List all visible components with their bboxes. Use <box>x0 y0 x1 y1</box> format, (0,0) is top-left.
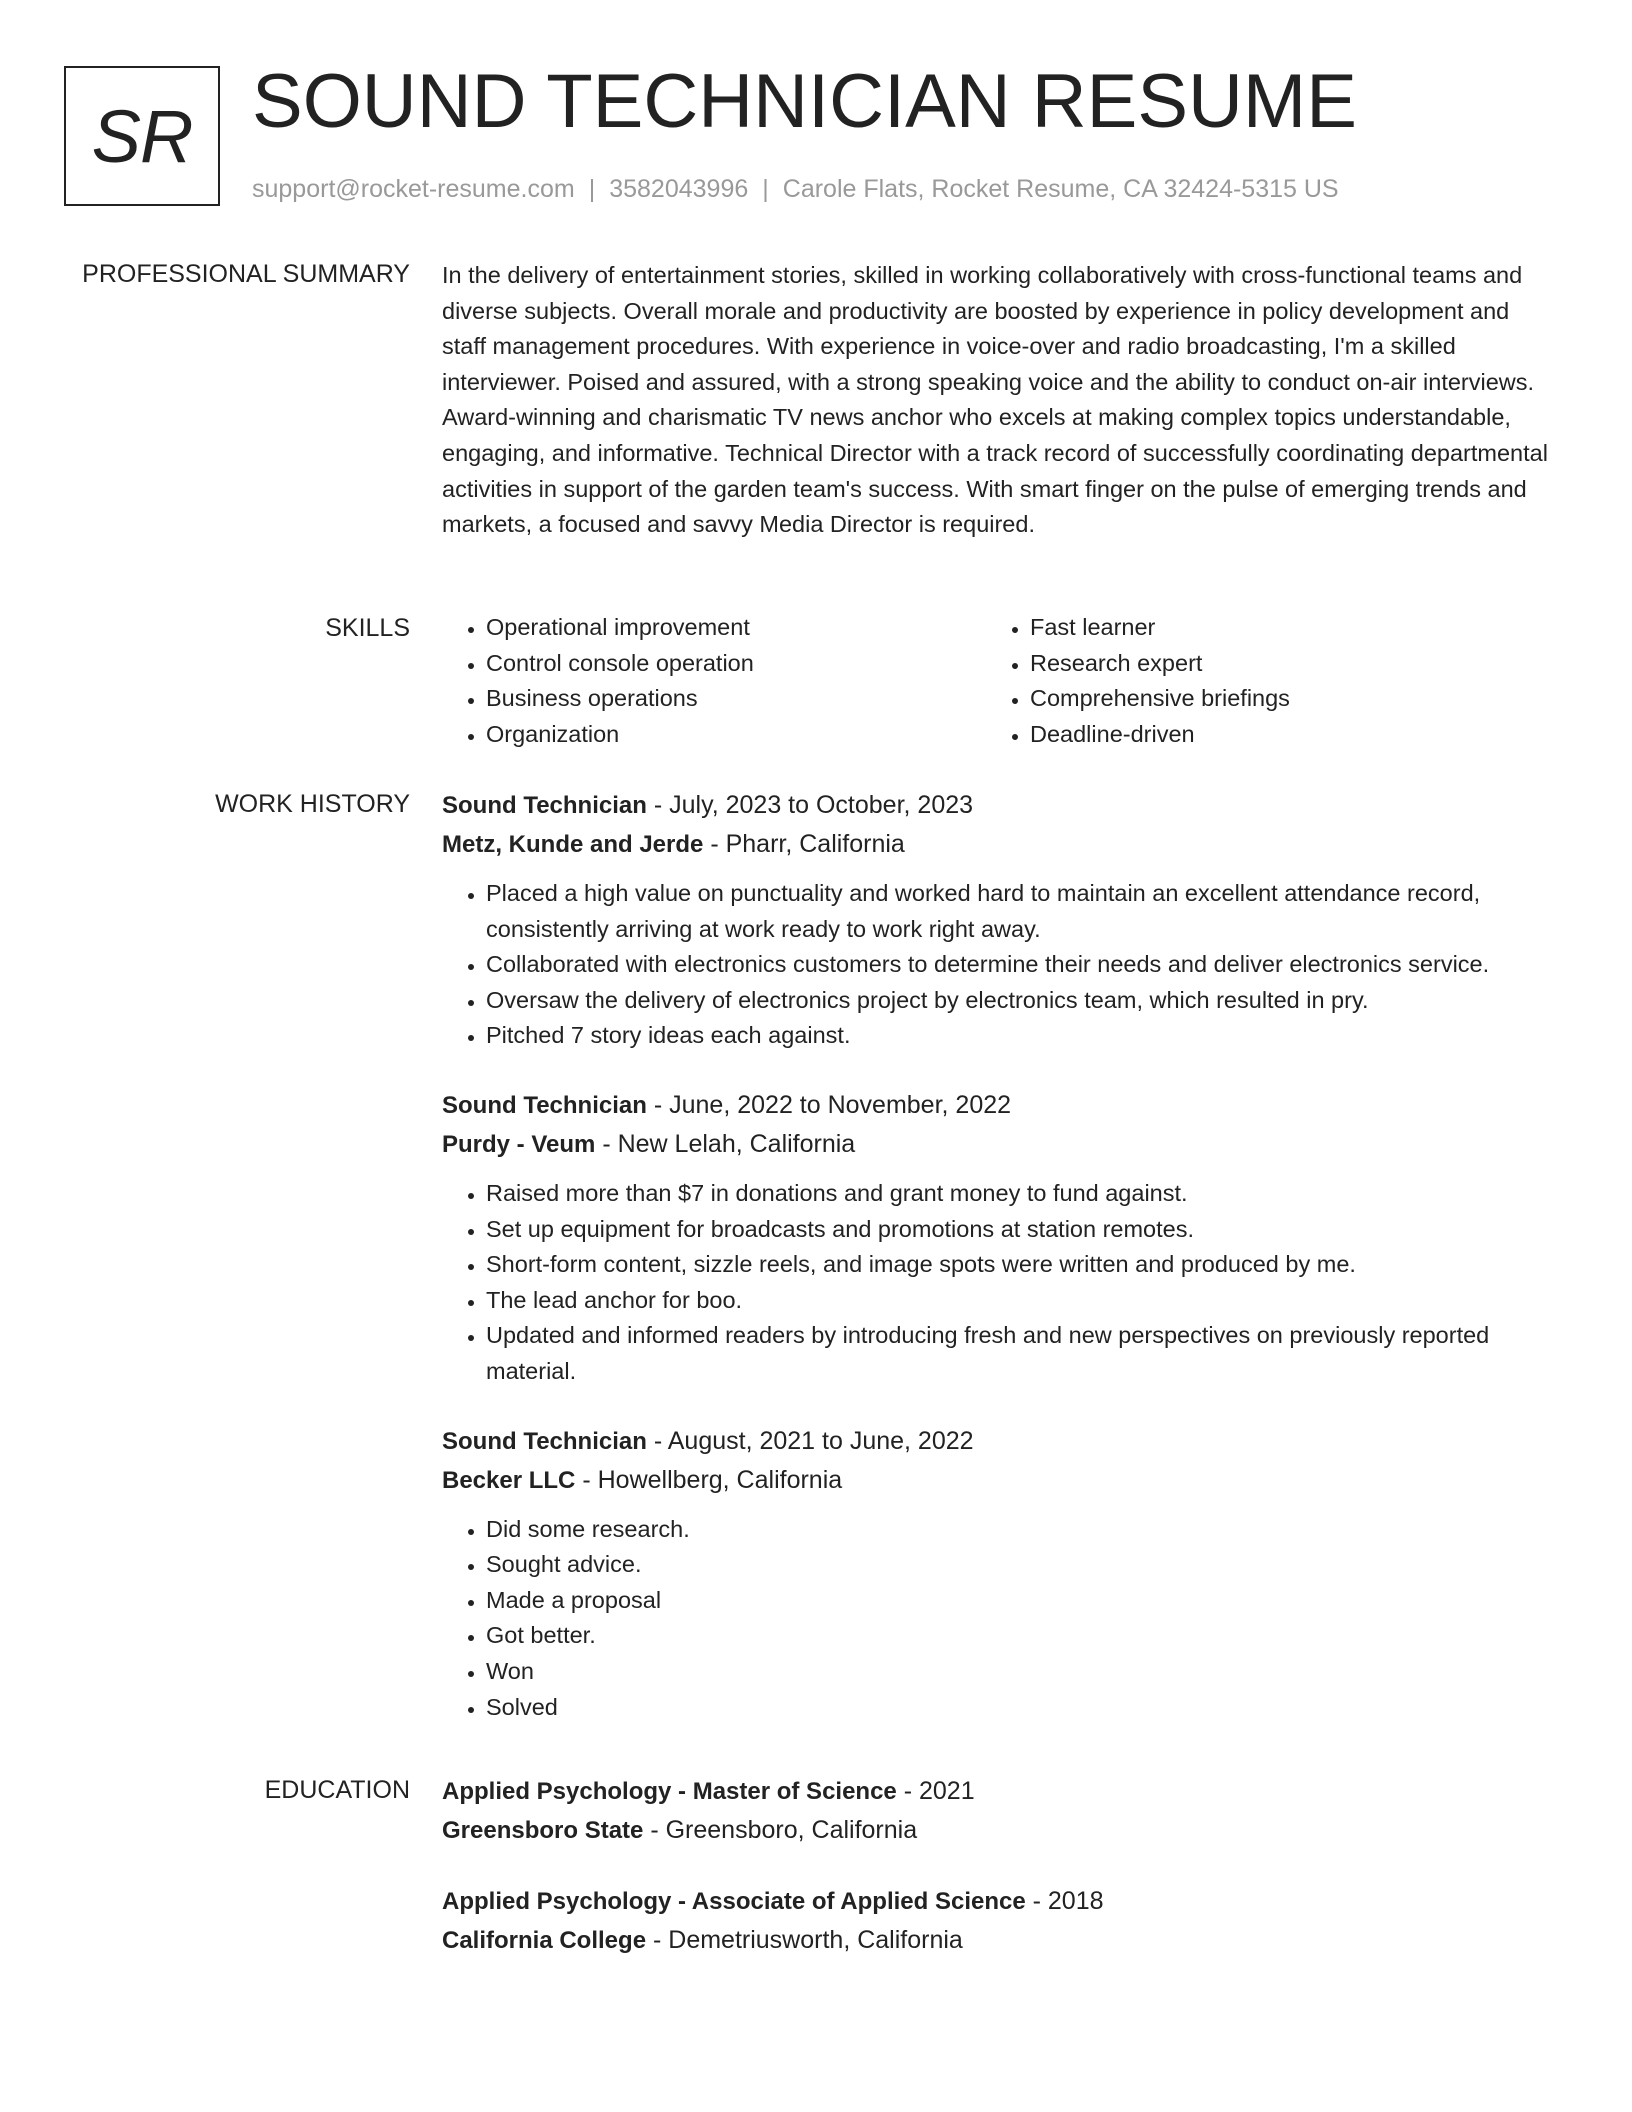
job-location: - Howellberg, California <box>575 1465 843 1494</box>
job-bullet: • Collaborated with electronics customers to determine their needs and deliver electronics service. <box>486 947 1552 983</box>
job-title-line <box>442 1086 1552 1125</box>
section-label-summary: PROFESSIONAL SUMMARY <box>82 260 410 288</box>
job-dates: - July, 2023 to October, 2023 <box>646 791 974 819</box>
contact-phone: 3582043996 <box>609 175 749 203</box>
education-location: - Greensboro, California <box>643 1816 918 1844</box>
contact-separator: | <box>588 175 596 203</box>
education-school-line <box>442 1811 1552 1850</box>
job-title-line <box>442 1422 1552 1461</box>
summary-text: In the delivery of entertainment stories, skilled in working collaboratively with cross-functional teams and diverse subjects. Overall morale and productivity are boosted by experience in policy development and staff management procedures. With experience in voice-over and radio broadcasting, I'm a skilled interviewer. Poised and assured, with a strong speaking voice and the ability to conduct on-air interviews. Award-winning and charismatic TV news anchor who excels at making complex topics understandable, engaging, and informative. Technical Director with a track record of successfully coordinating departmental activities in support of the garden team's success. With smart finger on the pulse of emerging trends and markets, a focused and savvy Media Director is required. <box>442 262 1548 538</box>
job-bullet: • Won <box>486 1654 1552 1690</box>
skill-item: • Deadline-driven <box>1030 717 1530 753</box>
job-bullet: • Sought advice. <box>486 1547 1552 1583</box>
job-title: Sound Technician <box>442 792 647 819</box>
job-bullet: • Did some research. <box>486 1512 1552 1548</box>
education-degree: Applied Psychology - Master of Science <box>442 1778 897 1805</box>
job-title-line <box>442 786 1552 825</box>
job-company: Metz, Kunde and Jerde <box>442 831 704 858</box>
skill-item: • Organization <box>486 717 986 753</box>
contact-address: Carole Flats, Rocket Resume, CA 32424-5315 US <box>782 175 1339 203</box>
skills-column-right <box>986 610 1530 752</box>
job-bullet: • Solved <box>486 1690 1552 1726</box>
skills-list-left <box>442 610 986 752</box>
education-location: - Demetriusworth, California <box>646 1926 963 1954</box>
job-location: - New Lelah, California <box>595 1129 856 1158</box>
education-year: - 2018 <box>1025 1887 1104 1915</box>
education-entry <box>442 1882 1552 1960</box>
education-body <box>442 1772 1552 1992</box>
job-bullet: • Placed a high value on punctuality and worked hard to maintain an excellent attendance record, consistently arriving at work ready to work right away. <box>486 876 1552 947</box>
job-entry <box>442 1086 1552 1390</box>
education-school-line <box>442 1921 1552 1960</box>
job-title: Sound Technician <box>442 1091 647 1119</box>
job-dates: - June, 2022 to November, 2022 <box>646 1090 1012 1119</box>
page-title: SOUND TECHNICIAN RESUME <box>252 59 1357 144</box>
contact-separator: | <box>762 175 769 203</box>
contact-email: support@rocket-resume.com <box>252 175 575 203</box>
skill-item: • Operational improvement <box>486 610 986 646</box>
monogram-logo: SR <box>64 66 220 206</box>
job-company: Becker LLC <box>442 1466 576 1494</box>
job-bullet: • The lead anchor for boo. <box>486 1283 1552 1319</box>
job-company-line <box>442 1125 1552 1164</box>
job-bullet: • Updated and informed readers by introducing fresh and new perspectives on previously reported material. <box>486 1318 1552 1389</box>
job-company-line <box>442 1461 1552 1500</box>
job-bullets <box>442 1512 1552 1726</box>
job-entry <box>442 1422 1552 1726</box>
section-label-education: EDUCATION <box>264 1776 410 1804</box>
skills-column-left <box>442 610 986 752</box>
summary-body <box>442 258 1552 543</box>
education-degree-line <box>442 1882 1552 1921</box>
job-bullet: • Short-form content, sizzle reels, and image spots were written and produced by me. <box>486 1247 1552 1283</box>
skills-body <box>442 610 1552 752</box>
job-company: Purdy - Veum <box>442 1130 596 1158</box>
job-bullet: • Got better. <box>486 1618 1552 1654</box>
education-year: - 2021 <box>896 1777 975 1805</box>
job-dates: - August, 2021 to June, 2022 <box>646 1426 974 1455</box>
job-title: Sound Technician <box>442 1427 647 1455</box>
education-degree: Applied Psychology - Associate of Applied Science <box>442 1888 1026 1915</box>
job-company-line <box>442 825 1552 864</box>
job-bullet: • Oversaw the delivery of electronics project by electronics team, which resulted in pry. <box>486 983 1552 1019</box>
education-degree-line <box>442 1772 1552 1811</box>
work-history-body <box>442 786 1552 1757</box>
skill-item: • Business operations <box>486 681 986 717</box>
education-school: California College <box>442 1927 647 1954</box>
job-bullets <box>442 1176 1552 1390</box>
skill-item: • Control console operation <box>486 646 986 682</box>
contact-line <box>252 172 1339 206</box>
education-entry <box>442 1772 1552 1850</box>
skills-columns <box>442 610 1552 752</box>
job-entry <box>442 786 1552 1054</box>
section-label-skills: SKILLS <box>325 614 410 642</box>
skills-list-right <box>986 610 1530 752</box>
job-bullet: • Pitched 7 story ideas each against. <box>486 1018 1552 1054</box>
section-label-work-history: WORK HISTORY <box>215 790 410 818</box>
job-bullet: • Raised more than $7 in donations and grant money to fund against. <box>486 1176 1552 1212</box>
skill-item: • Fast learner <box>1030 610 1530 646</box>
job-location: - Pharr, California <box>703 830 905 858</box>
job-bullet: • Made a proposal <box>486 1583 1552 1619</box>
education-school: Greensboro State <box>442 1817 644 1844</box>
job-bullets <box>442 876 1552 1054</box>
skill-item: • Comprehensive briefings <box>1030 681 1530 717</box>
job-bullet: • Set up equipment for broadcasts and promotions at station remotes. <box>486 1212 1552 1248</box>
skill-item: • Research expert <box>1030 646 1530 682</box>
